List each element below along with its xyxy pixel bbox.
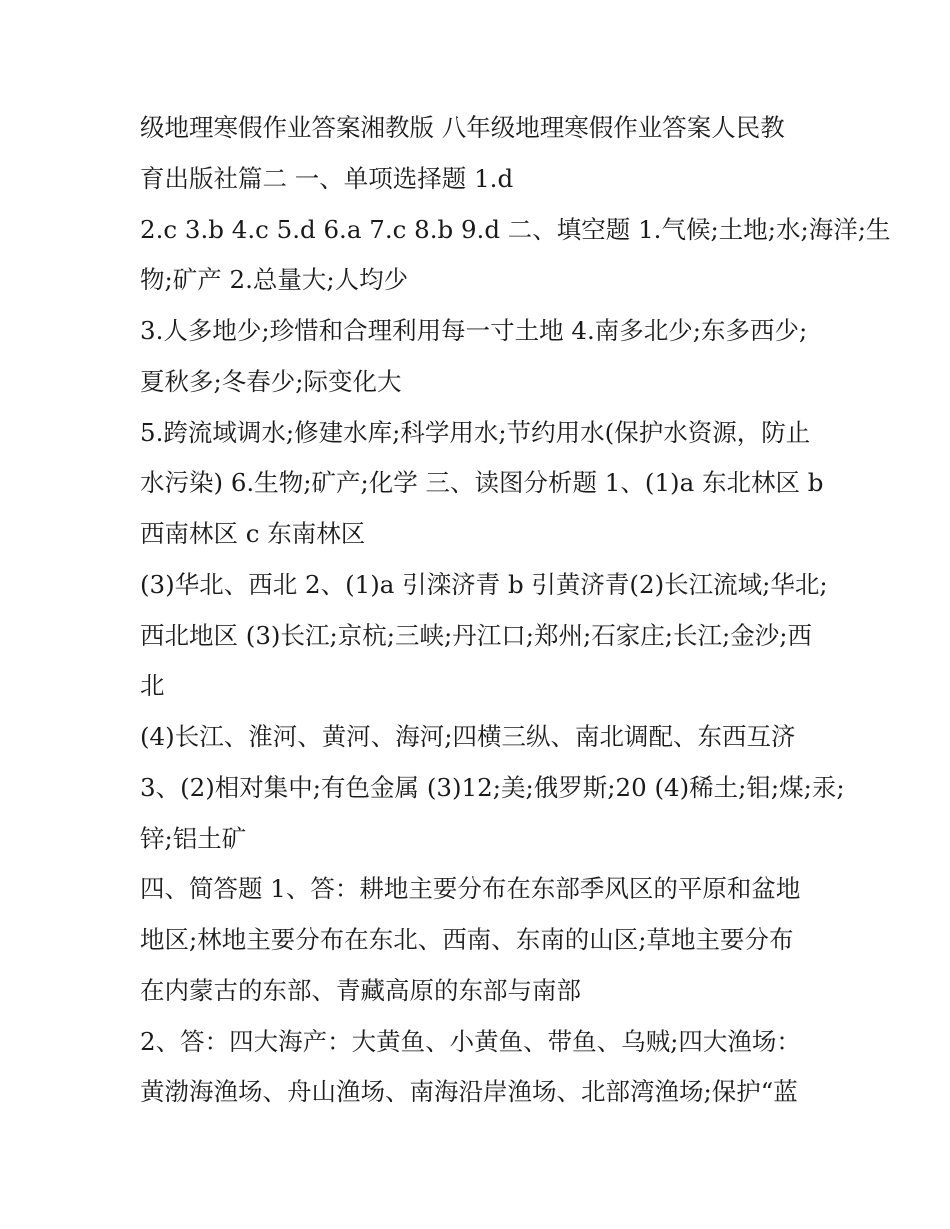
text-line: 物;矿产 2.总量大;人均少 xyxy=(140,265,409,294)
text-line: 锌;铝土矿 xyxy=(140,824,247,853)
text-line: 水污染) 6.生物;矿产;化学 三、读图分析题 1、(1)a 东北林区 b xyxy=(140,468,824,497)
text-line: (4)长江、淮河、黄河、海河;四横三纵、南北调配、东西互济 xyxy=(140,722,796,751)
text-line: 黄渤海渔场、舟山渔场、南海沿岸渔场、北部湾渔场;保护“蓝 xyxy=(140,1077,798,1106)
text-line: 3、(2)相对集中;有色金属 (3)12;美;俄罗斯;20 (4)稀土;钼;煤;汞; xyxy=(140,773,845,802)
text-line: 地区;林地主要分布在东北、西南、东南的山区;草地主要分布 xyxy=(140,925,794,954)
text-line: 级地理寒假作业答案湘教版 八年级地理寒假作业答案人民教 xyxy=(140,113,785,142)
text-line: (3)华北、西北 2、(1)a 引滦济青 b 引黄济青(2)长江流域;华北; xyxy=(140,570,828,599)
text-line: 西南林区 c 东南林区 xyxy=(140,519,366,548)
text-line: 2、答：四大海产：大黄鱼、小黄鱼、带鱼、乌贼;四大渔场： xyxy=(140,1027,801,1056)
text-line: 3.人多地少;珍惜和合理利用每一寸土地 4.南多北少;东多西少; xyxy=(140,316,808,345)
text-line: 5.跨流域调水;修建水库;科学用水;节约用水(保护水资源，防止 xyxy=(140,418,811,447)
text-line: 四、简答题 1、答：耕地主要分布在东部季风区的平原和盆地 xyxy=(140,874,801,903)
text-line: 夏秋多;冬春少;际变化大 xyxy=(140,367,402,396)
text-line: 西北地区 (3)长江;京杭;三峡;丹江口;郑州;石家庄;长江;金沙;西 xyxy=(140,621,813,650)
text-line: 育出版社篇二 一、单项选择题 1.d xyxy=(140,164,514,193)
text-line: 在内蒙古的东部、青藏高原的东部与南部 xyxy=(140,976,581,1005)
text-line: 北 xyxy=(140,671,165,700)
text-line: 2.c 3.b 4.c 5.d 6.a 7.c 8.b 9.d 二、填空题 1.气候;土地;水;海洋;生 xyxy=(140,215,891,244)
